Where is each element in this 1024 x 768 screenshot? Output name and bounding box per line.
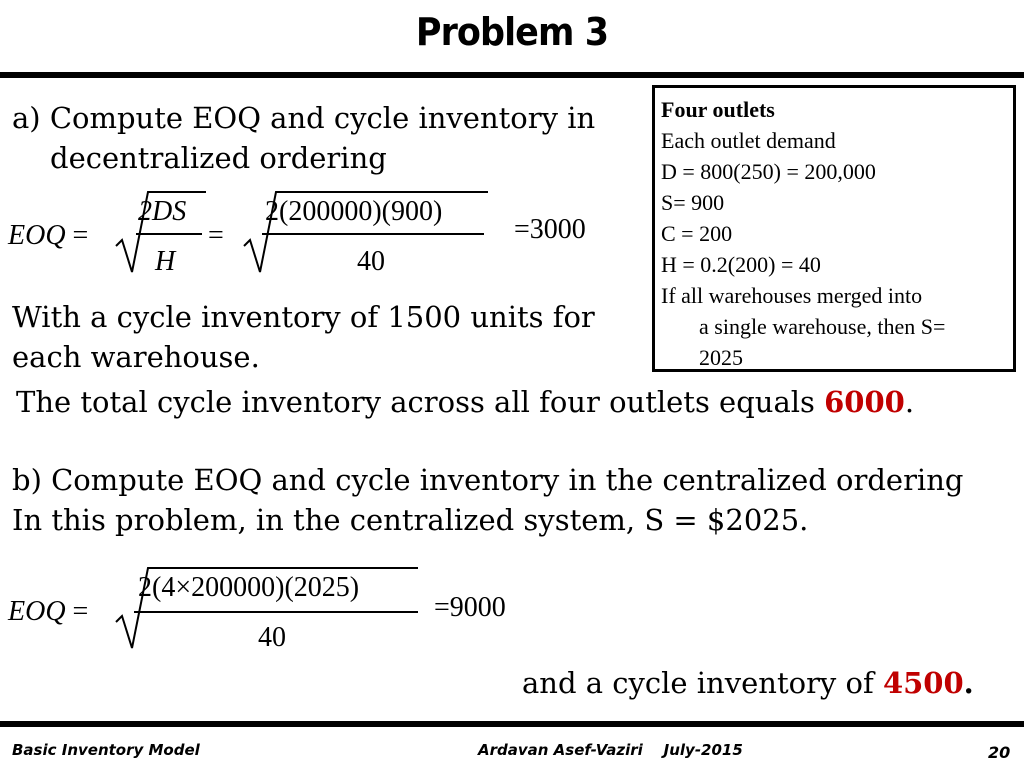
part-b-line1: b) Compute EOQ and cycle inventory in the centralized ordering: [12, 463, 964, 497]
infobox-indent-line: 2025: [699, 345, 743, 370]
part-a-line1: a) Compute EOQ and cycle inventory in: [12, 101, 596, 135]
infobox-line: Each outlet demand: [661, 128, 836, 153]
fraction-bar-a2: [262, 233, 484, 235]
infobox-line: If all warehouses merged into: [661, 283, 923, 308]
given-data-box: [652, 85, 1016, 372]
eoq-numerator-b: 2(4×200000)(2025): [138, 572, 360, 603]
eoq-result-a: =3000: [514, 214, 586, 245]
eoq-label-b: EOQ =: [8, 596, 89, 627]
eoq-denominator-numeric: 40: [357, 246, 385, 277]
footer-center: Ardavan Asef-Vaziri July-2015: [478, 741, 743, 759]
part-b-line2: In this problem, in the centralized system, S = $2025.: [12, 503, 809, 537]
cycle-b-value: 4500: [882, 666, 964, 700]
infobox-line: H = 0.2(200) = 40: [661, 252, 821, 277]
infobox-line: C = 200: [661, 221, 733, 246]
total-end: .: [904, 385, 915, 419]
cycle-line1: With a cycle inventory of 1500 units for: [12, 300, 595, 334]
eoq-result-b: =9000: [434, 592, 506, 623]
total-cycle-inventory: [16, 382, 914, 422]
fraction-bar-a1: [136, 233, 202, 235]
bottom-divider: [0, 721, 1024, 727]
footer-left: Basic Inventory Model: [12, 741, 200, 759]
cycle-inventory-a: [12, 297, 595, 377]
infobox-heading: Four outlets: [661, 97, 775, 122]
eoq-denominator-symbolic: H: [155, 246, 176, 277]
cycle-b-text: and a cycle inventory of: [522, 666, 883, 700]
page-number: 20: [988, 743, 1011, 762]
eoq-numerator-symbolic: 2DS: [138, 196, 187, 227]
total-value: 6000: [824, 385, 905, 419]
slide-title: Problem 3: [415, 10, 609, 54]
fraction-bar-b: [134, 611, 418, 613]
part-a-line2: decentralized ordering: [50, 141, 387, 175]
part-b-heading: [12, 460, 963, 540]
cycle-inventory-b: [522, 663, 974, 703]
infobox-line: S= 900: [661, 190, 725, 215]
cycle-line2: each warehouse.: [12, 340, 260, 374]
infobox-line: D = 800(250) = 200,000: [661, 159, 876, 184]
eoq-denominator-b: 40: [258, 622, 286, 653]
part-a-heading: [12, 98, 595, 178]
total-text: The total cycle inventory across all four outlets equals: [16, 385, 825, 419]
cycle-b-end: .: [963, 666, 974, 700]
infobox-indent-line: a single warehouse, then S=: [699, 314, 946, 339]
top-divider: [0, 72, 1024, 78]
equals-sign: =: [208, 220, 224, 251]
eoq-numerator-numeric: 2(200000)(900): [265, 196, 443, 227]
eoq-label-a: EOQ =: [8, 220, 89, 251]
